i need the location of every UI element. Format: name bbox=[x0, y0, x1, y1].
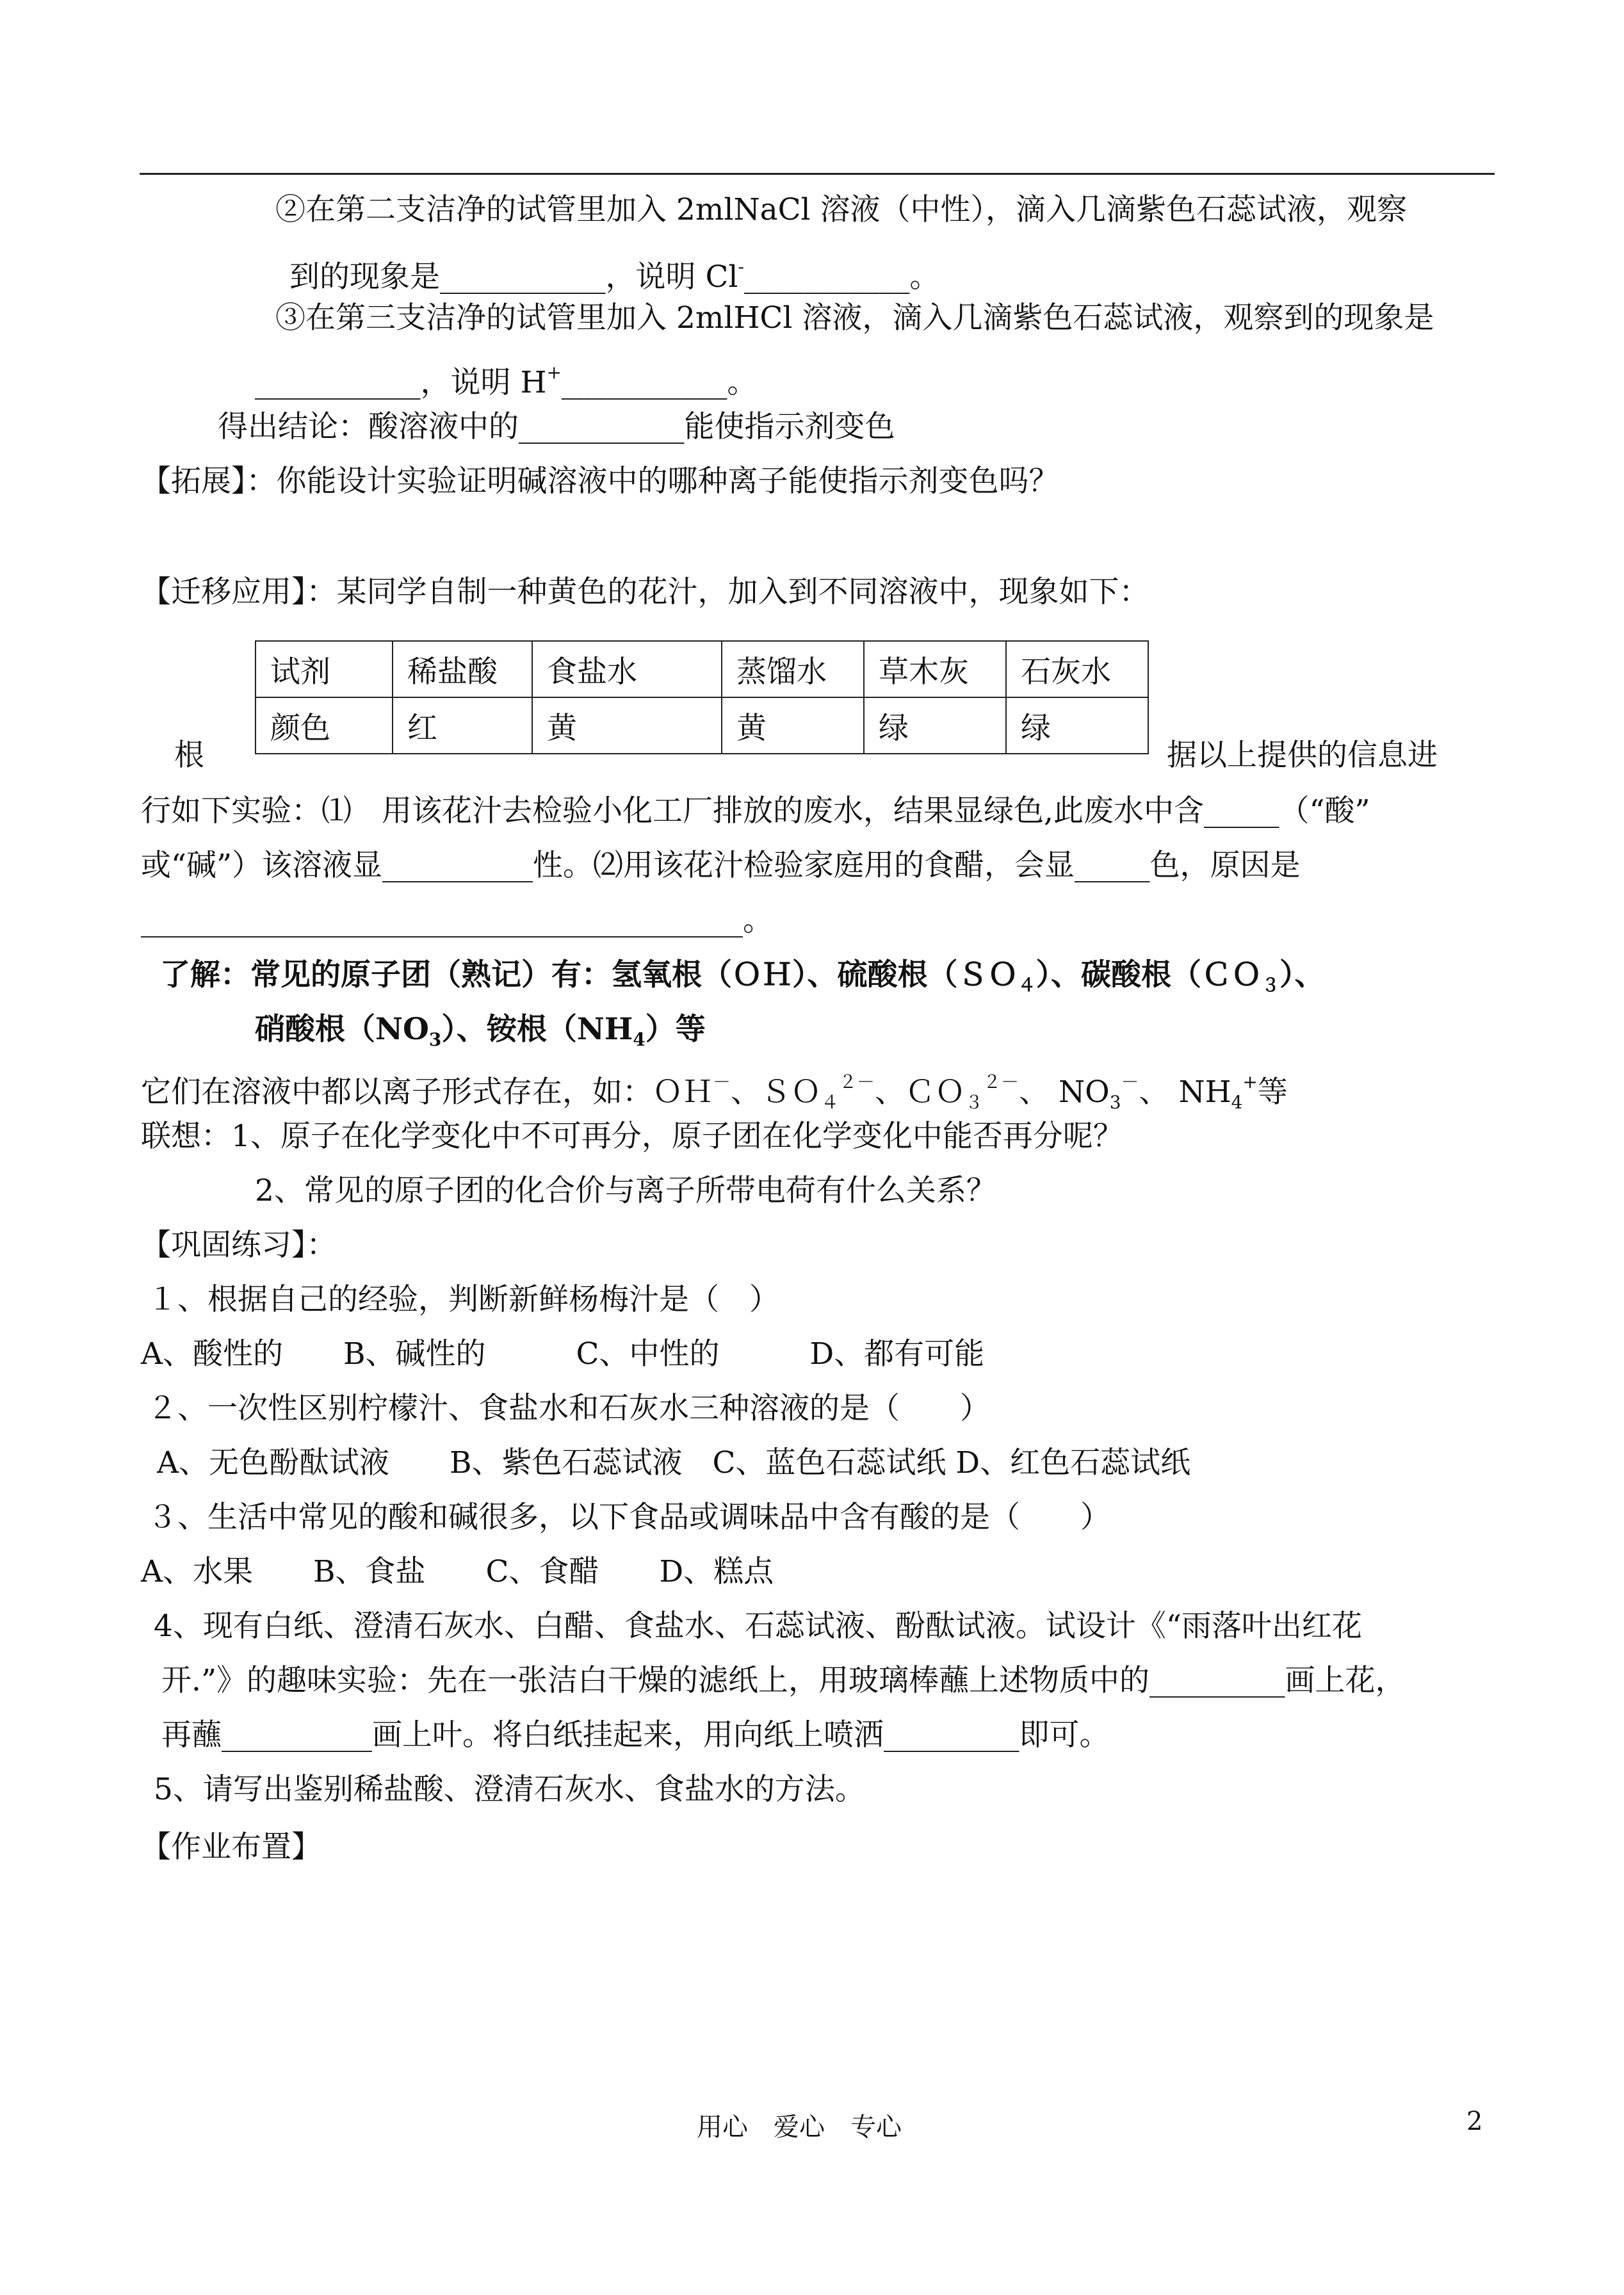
application-heading: 【迁移应用】：某同学自制一种黄色的花汁，加入到不同溶液中，现象如下： bbox=[141, 574, 1149, 610]
text-line-10: 或“碱”）该溶液显__________性。⑵用该花汁检验家庭用的食醋，会显_____色，原因是 bbox=[141, 848, 1301, 883]
table-cell: 石灰水 bbox=[1006, 641, 1148, 697]
question-3: ３、生活中常见的酸和碱很多，以下食品或调味品中含有酸的是（ ） bbox=[147, 1500, 1110, 1535]
association-line-2: 2、常见的原子团的化合价与离子所带电荷有什么关系？ bbox=[255, 1173, 996, 1208]
practice-heading: 【巩固练习】： bbox=[141, 1228, 337, 1263]
table-cell: 绿 bbox=[1006, 697, 1148, 754]
association-line-1: 联想：1、原子在化学变化中不可再分，原子团在化学变化中能否再分呢？ bbox=[141, 1119, 1123, 1154]
radical-intro-line: 了解：常见的原子团（熟记）有：氢氧根（ＯＨ）、硫酸根（ＳＯ$_4$）、碳酸根（ＣＯ$_3$）、 bbox=[160, 957, 1325, 996]
extension-heading: 【拓展】：你能设计实验证明碱溶液中的哪种离子能使指示剂变色吗？ bbox=[141, 464, 1059, 499]
text-line-3: ③在第三支洁净的试管里加入 2mlHCl 溶液，滴入几滴紫色石蕊试液，观察到的现象是 bbox=[275, 300, 1434, 336]
conclusion-line: 得出结论：酸溶液中的___________能使指示剂变色 bbox=[218, 409, 895, 444]
text-line-1: ②在第二支洁净的试管里加入 2mlNaCl 溶液（中性），滴入几滴紫色石蕊试液，观察 bbox=[275, 192, 1408, 227]
table-cell: 草木灰 bbox=[864, 641, 1006, 697]
page-footer: 用心 爱心 专心 bbox=[697, 2113, 902, 2142]
ion-forms-line: 它们在溶液中都以离子形式存在，如：ＯＨ－、ＳＯ$_4^{2-}$、ＣＯ$_3^{2-}$、 $NO_3^-$、 $NH_4^+$等 bbox=[141, 1071, 1288, 1113]
text-line-11: ________________________________________。 bbox=[141, 903, 773, 938]
text-line-9: 行如下实验：⑴ 用该花汁去检验小化工厂排放的废水，结果显绿色,此废水中含_____（“酸” bbox=[141, 793, 1370, 829]
question-4-line-1: 4、现有白纸、澄清石灰水、白醋、食盐水、石蕊试液、酚酞试液。试设计《“雨落叶出红花 bbox=[154, 1609, 1362, 1644]
table-cell: 蒸馏水 bbox=[722, 641, 864, 697]
header-rule bbox=[140, 173, 1495, 175]
table-cell: 食盐水 bbox=[532, 641, 722, 697]
table-cell: 稀盐酸 bbox=[393, 641, 532, 697]
question-1: １、根据自己的经验，判断新鲜杨梅汁是（ ） bbox=[147, 1282, 779, 1317]
question-3-options: A、水果 B、食盐 C、食醋 D、糕点 bbox=[141, 1554, 774, 1589]
table-row bbox=[256, 641, 1148, 697]
text-line-8a: 根 bbox=[174, 738, 204, 773]
table-cell: 黄 bbox=[532, 697, 722, 754]
text-line-8b: 据以上提供的信息进 bbox=[1167, 738, 1438, 773]
question-5: 5、请写出鉴别稀盐酸、澄清石灰水、食盐水的方法。 bbox=[154, 1772, 865, 1807]
indicator-table bbox=[255, 640, 1149, 754]
table-cell: 试剂 bbox=[256, 641, 393, 697]
table-cell: 颜色 bbox=[256, 697, 393, 754]
radical-intro-line-2: 硝酸根$(NO_3)$、铵根$(NH_4)$等 bbox=[255, 1012, 706, 1050]
table-cell: 绿 bbox=[864, 697, 1006, 754]
table-row bbox=[256, 697, 1148, 754]
question-1-options: A、酸性的 B、碱性的 C、中性的 D、都有可能 bbox=[141, 1336, 985, 1372]
homework-heading: 【作业布置】 bbox=[141, 1829, 321, 1865]
text-line-2: 到的现象是___________，说明 Cl-___________。 bbox=[289, 256, 940, 295]
text-line-4: ___________，说明 H+___________。 bbox=[255, 362, 758, 400]
question-4-line-3: 再蘸__________画上叶。将白纸挂起来，用向纸上喷洒_________即可。 bbox=[161, 1717, 1110, 1753]
question-2-options: A、无色酚酞试液 B、紫色石蕊试液 C、蓝色石蕊试纸 D、红色石蕊试纸 bbox=[157, 1445, 1191, 1480]
table-cell: 黄 bbox=[722, 697, 864, 754]
page-number: 2 bbox=[1466, 2107, 1483, 2136]
table-cell: 红 bbox=[393, 697, 532, 754]
question-4-line-2: 开.”》的趣味实验：先在一张洁白干燥的滤纸上，用玻璃棒蘸上述物质中的_________画上花， bbox=[161, 1663, 1406, 1698]
question-2: ２、一次性区别柠檬汁、食盐水和石灰水三种溶液的是（ ） bbox=[147, 1391, 990, 1426]
